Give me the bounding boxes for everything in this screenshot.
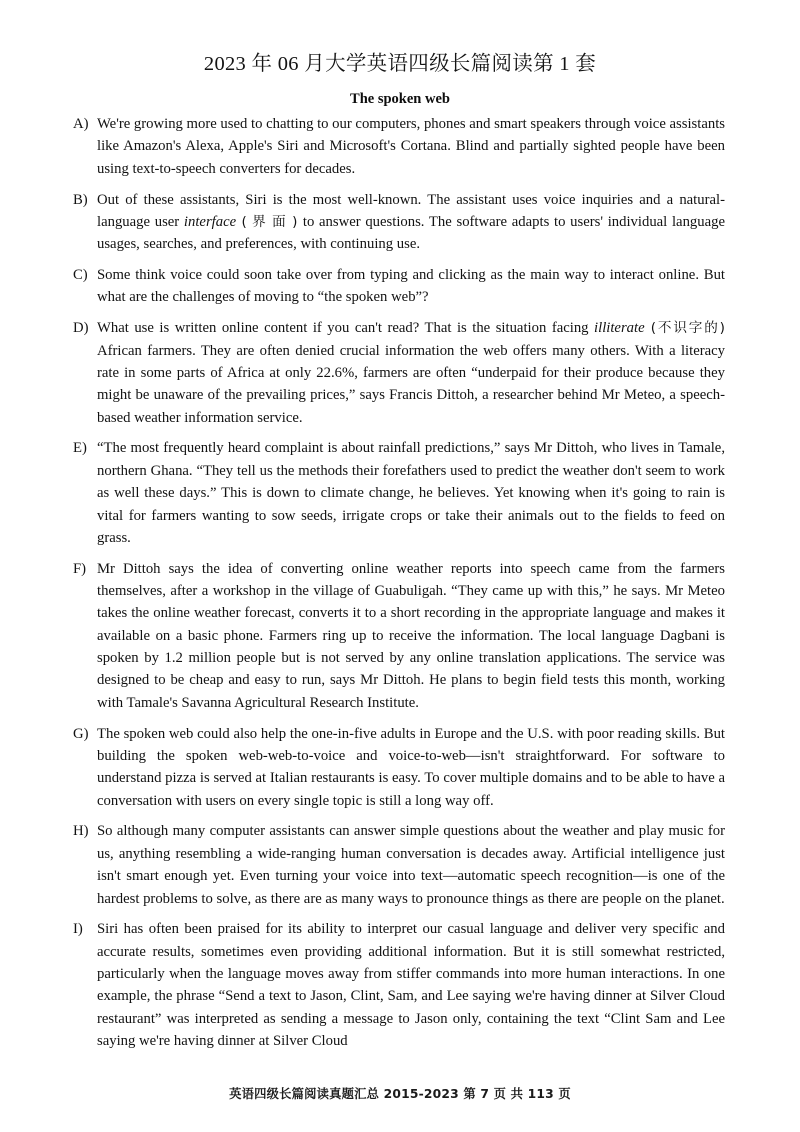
paragraph-label-f: F) bbox=[73, 560, 87, 577]
paragraph-label-i: I) bbox=[73, 921, 83, 938]
paragraph-label-c: C) bbox=[73, 267, 88, 284]
paragraph-i bbox=[73, 918, 725, 1052]
paragraph-d-post: African farmers. They are often denied crucial information the web offers many others. With a literacy rate in some parts of Africa at only 22.6%, farmers are often “underpaid for their produce because they might be unaware of the prevailing prices,” says Francis Dittoh, a researcher behind Mr Meteo, a speech-based weather information service. bbox=[97, 342, 725, 426]
page-title: 2023 年 06 月大学英语四级长篇阅读第 1 套 bbox=[203, 53, 597, 75]
paragraph-label-g: G) bbox=[73, 725, 89, 742]
paragraph-text-f: Mr Dittoh says the idea of converting online weather reports into speech came from the farmers themselves, after a workshop in the village of Guabuligah. “They came up with this,” he says. Mr Meteo takes the online weather forecast, converts it to a short recording in the appropriate language and makes it available on a basic phone. Farmers ring up to receive the information. The local language Dagbani is spoken by 1.2 million people but is not served by any online translation applications. The service was designed to be cheap and easy to run, says Mr Dittoh. He plans to begin field tests this month, working with Tamale's Savanna Agricultural Research Institute. bbox=[97, 560, 725, 711]
term-interface: interface bbox=[183, 213, 237, 230]
paragraph-h bbox=[73, 820, 725, 909]
paragraph-c bbox=[73, 264, 725, 309]
paragraph-d bbox=[73, 317, 725, 429]
paragraph-text-c: Some think voice could soon take over from typing and clicking as the main way to interact online. But what are the challenges of moving to “the spoken web”? bbox=[97, 267, 725, 306]
paragraph-b-post: to answer questions. The software adapts to users' individual language usages, searches, and preferences, with continuing use. bbox=[97, 213, 725, 253]
paragraph-label-h: H) bbox=[73, 823, 89, 840]
article-heading: The spoken web bbox=[350, 91, 450, 107]
paragraph-text-d bbox=[97, 317, 725, 429]
paragraph-label-d: D) bbox=[73, 320, 89, 337]
paragraph-g bbox=[73, 723, 725, 812]
paragraph-label-a: A) bbox=[73, 116, 89, 132]
paragraph-a bbox=[73, 113, 725, 180]
paragraph-b-pre: Out of these assistants, Siri is the most well-known. The assistant uses voice inquiries and a natural-language user bbox=[97, 191, 725, 230]
paragraph-text-h: So although many computer assistants can answer simple questions about the weather and play music for us, anything resembling a wide-ranging human conversation is decades away. Artificial intelligence just isn't smart enough yet. Even turning your voice into text—automatic speech recognition—is one of the hardest problems to solve, as there are as many ways to pronounce things as there are people on the planet. bbox=[97, 823, 725, 907]
paragraph-text-g: The spoken web could also help the one-in-five adults in Europe and the U.S. with poor reading skills. But building the spoken web-web-to-voice and voice-to-web—isn't straightforward. For software to understand pizza is served at Italian restaurants is easy. To cover multiple domains and to be able to have a conversation with users on every single topic is still a long way off. bbox=[97, 725, 725, 809]
article-body bbox=[73, 113, 725, 1052]
paragraph-label-e: E) bbox=[73, 440, 87, 457]
paragraph-b bbox=[73, 189, 725, 256]
paragraph-text-i: Siri has often been praised for its ability to interpret our casual language and deliver very specific and accurate results, sometimes even providing additional information. But it is still somewhat restricted, particularly when the language moves away from stiffer commands into more human interactions. In one example, the phrase “Send a text to Jason, Clint, Sam, and Lee saying we're having dinner at Silver Cloud restaurant” was interpreted as sending a message to Jason only, containing the text “Clint Sam and Lee saying we're having dinner at Silver Cloud bbox=[97, 921, 725, 1050]
term-illiterate: illiterate bbox=[594, 320, 645, 337]
paragraph-e bbox=[73, 437, 725, 549]
gloss-interface: ( 界 面 ) bbox=[236, 213, 303, 230]
paragraph-label-b: B) bbox=[73, 191, 88, 208]
paragraph-f bbox=[73, 558, 725, 714]
paragraph-text-e: “The most frequently heard complaint is about rainfall predictions,” says Mr Dittoh, who lives in Tamale, northern Ghana. “They tell us the methods their forefathers used to predict the weather don't seem to work as well these days.” This is down to climate change, he believes. Yet knowing when it's going to rain is vital for farmers wanting to sow seeds, irrigate crops or take their animals out to the fields to feed on grass. bbox=[97, 440, 725, 546]
paragraph-text-b bbox=[97, 189, 725, 256]
page-footer: 英语四级长篇阅读真题汇总 2015-2023 第 7 页 共 113 页 bbox=[229, 1087, 571, 1101]
gloss-illiterate: (不识字的) bbox=[644, 320, 725, 337]
paragraph-text-a: We're growing more used to chatting to our computers, phones and smart speakers through voice assistants like Amazon's Alexa, Apple's Siri and Microsoft's Cortana. Blind and partially sighted people have been using text-to-speech converters for decades. bbox=[97, 116, 725, 177]
paragraph-d-pre: What use is written online content if you can't read? That is the situation facing bbox=[97, 320, 595, 337]
